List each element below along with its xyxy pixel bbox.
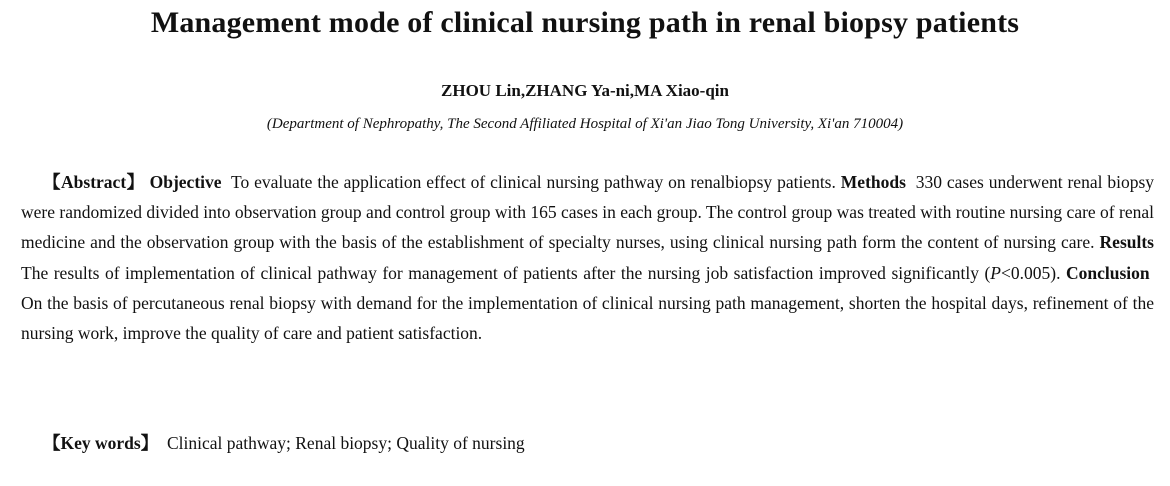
conclusion-text: On the basis of percutaneous renal biopsy with demand for the implementation of clinical nursing path management, shorten the hospital days, refinement of the nursing work, improve the quality of care and patient satisfaction. (21, 292, 1154, 344)
keywords-text: Clinical pathway; Renal biopsy; Quality of nursing (166, 433, 525, 453)
objective-label: Objective (149, 172, 222, 192)
affiliation: (Department of Nephropathy, The Second Affiliated Hospital of Xi'an Jiao Tong University, Xi'an 710004) (266, 116, 904, 132)
author-list: ZHOU Lin,ZHANG Ya-ni,MA Xiao-qin (441, 81, 729, 100)
results-label: Results (1099, 232, 1154, 253)
abstract-paragraph (21, 167, 1154, 348)
results-text: The results of implementation of clinical pathway for management of patients after the nursing job satisfaction improved significantly ( (21, 262, 991, 283)
objective-text: To evaluate the application effect of clinical nursing pathway on renalbiopsy patients. (231, 172, 836, 192)
keywords-label: 【Key words】 (43, 433, 159, 453)
methods-label: Methods (840, 172, 906, 192)
p-symbol: P (990, 262, 1001, 283)
paper-title: Management mode of clinical nursing path in renal biopsy patients (150, 6, 1020, 39)
p-value: <0.005). (1001, 262, 1061, 283)
abstract-label: 【Abstract】 (43, 172, 145, 192)
keywords-line (43, 428, 1153, 458)
methods-text: 330 cases underwent renal biopsy were randomized divided into observation group and control group with 165 cases in each group. The control group was treated with routine nursing care of renal medicine and the observation group with the basis of the establishment of specialty nurses, using clinical nursing path form the content of nursing care. (21, 172, 1155, 253)
conclusion-label: Conclusion (1065, 262, 1150, 283)
